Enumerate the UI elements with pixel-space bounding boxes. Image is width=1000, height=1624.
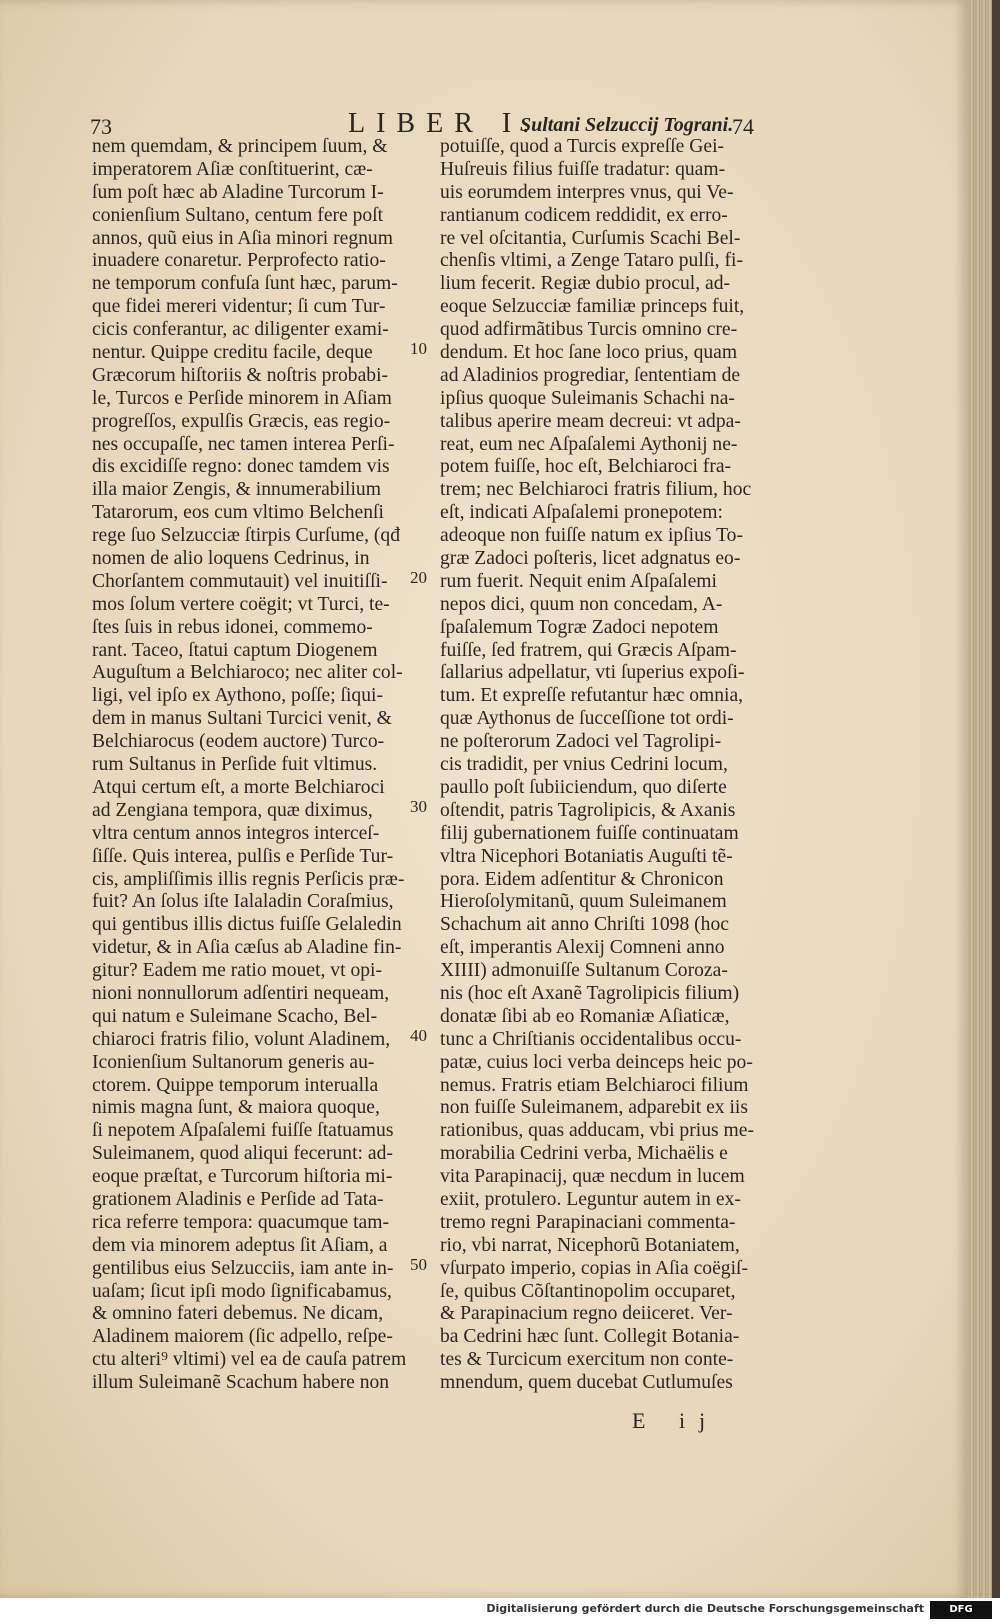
text-line: Hieroſolymitanũ, quum Suleimanem — [440, 891, 727, 913]
text-line: uis eorumdem interpres vnus, qui Ve- — [440, 181, 734, 203]
line-number: 40 — [410, 1026, 427, 1045]
text-line: uaſam; ſicut ipſi modo ſignificabamus, — [92, 1280, 392, 1302]
text-line: Chorſantem commutauit) vel inuitiſſi- — [92, 570, 388, 592]
text-line: ipſius quoque Suleimanis Schachi na- — [440, 387, 735, 409]
book-cover-edge — [992, 0, 1000, 1598]
text-line: Belchiarocus (eodem auctore) Turco- — [92, 731, 385, 753]
text-line: non fuiſſe Suleimanem, adparebit ex iis — [440, 1097, 748, 1119]
left-column — [92, 136, 417, 1395]
text-line: dendum. Et hoc ſane loco prius, quam — [440, 342, 738, 364]
text-line: grationem Aladinis e Perſide ad Tata- — [92, 1188, 384, 1210]
text-line: Atqui certum eſt, a morte Belchiaroci — [92, 776, 385, 798]
text-line: rum fuerit. Nequit enim Aſpaſalemi — [440, 570, 717, 592]
text-line: ſallarius adpellatur, vti ſuperius expoſi- — [440, 662, 745, 684]
text-line: morabilia Cedrini verba, Michaëlis e — [440, 1143, 728, 1165]
text-line: vſurpato imperio, copias in Aſia coëgiſ- — [440, 1257, 748, 1279]
text-line: progreſſos, expulſis Græcis, eas regio- — [92, 410, 391, 432]
page-number-right: 74 — [732, 114, 754, 139]
text-line: vltra Nicephori Botaniatis Auguſti tẽ- — [440, 845, 733, 867]
text-line: nem quemdam, & principem ſuum, & — [92, 136, 388, 157]
text-line: Huſreuis filius fuiſſe tradatur: quam- — [440, 158, 726, 180]
text-line: ſi nepotem Aſpaſalemi fuiſſe ſtatuamus — [92, 1120, 394, 1142]
running-head: LIBER I. — [348, 108, 541, 139]
text-line: cicis conferantur, ac diligenter exami- — [92, 319, 389, 341]
text-line: ad Zengiana tempora, quæ diximus, — [92, 799, 373, 821]
text-line: oſtendit, patris Tagrolipicis, & Axanis — [440, 799, 736, 821]
text-line: imperatorem Aſiæ conſtituerint, cæ- — [92, 158, 373, 180]
text-line: trem; nec Belchiaroci fratris filium, hoc — [440, 479, 752, 501]
text-line: dem via minorem adeptus ſit Aſiam, a — [92, 1234, 388, 1256]
text-line: nentur. Quippe creditu facile, deque — [92, 342, 373, 364]
text-line: chiaroci fratris filio, volunt Aladinem, — [92, 1028, 391, 1050]
text-line: & Parapinacium regno deiiceret. Ver- — [440, 1303, 733, 1325]
text-line: ſiſſe. Quis interea, pulſis e Perſide Tur- — [92, 845, 394, 867]
text-line: græ Zadoci poſteris, licet adgnatus eo- — [440, 548, 741, 570]
text-line: nes occupaſſe, nec tamen interea Perſi- — [92, 433, 395, 455]
text-line: eſt, indicati Aſpaſalemi pronepotem: — [440, 502, 723, 524]
text-line: ba Cedrini hæc ſunt. Collegit Botania- — [440, 1326, 740, 1348]
running-title: Sultani Selzuccij Tograni. — [520, 114, 734, 136]
line-number: 50 — [410, 1255, 427, 1274]
text-line: ctorem. Quippe temporum interualla — [92, 1074, 379, 1096]
text-line: dis excidiſſe regno: donec tamdem vis — [92, 456, 390, 478]
text-line: tes & Turcicum exercitum non conte- — [440, 1349, 734, 1371]
text-line: nis (hoc eſt Axanẽ Tagrolipicis filium) — [440, 982, 740, 1004]
dfg-logo: DFG — [930, 1601, 992, 1619]
text-line: Aladinem maiorem (ſic adpello, reſpe- — [92, 1326, 393, 1348]
text-line: Auguſtum a Belchiaroco; nec aliter col- — [92, 662, 403, 684]
text-line: & omnino fateri debemus. Ne dicam, — [92, 1303, 384, 1325]
text-line: rio, vbi narrat, Nicephorũ Botaniatem, — [440, 1234, 740, 1256]
text-line: nepos dici, quum non concedam, A- — [440, 593, 723, 615]
text-line: donatæ ſibi ab eo Romaniæ Aſiaticæ, — [440, 1005, 730, 1027]
text-line: chenſis vltimi, a Zenge Tataro pulſi, fi- — [440, 250, 743, 272]
text-line: ligi, vel ipſo ex Aythono, poſſe; ſiqui- — [92, 685, 383, 707]
text-line: eſt, imperantis Alexij Comneni anno — [440, 937, 725, 959]
text-line: lium fecerit. Regiæ dubio procul, ad- — [440, 273, 731, 295]
text-line: ne poſterorum Zadoci vel Tagrolipi- — [440, 731, 722, 753]
text-line: illum Suleimanẽ Scachum habere non — [92, 1372, 390, 1394]
text-line: eoque præſtat, e Turcorum hiſtoria mi- — [92, 1166, 393, 1188]
text-line: illa maior Zengis, & innumerabilium — [92, 479, 381, 501]
text-line: inuadere conaretur. Perprofecto ratio- — [92, 250, 386, 272]
text-line: ne temporum confuſa ſunt hæc, parum- — [92, 273, 398, 295]
text-line: XIIII) admonuiſſe Sultanum Coroza- — [440, 960, 728, 982]
text-line: adeoque non fuiſſe natum ex ipſius To- — [440, 525, 743, 547]
text-line: rum Sultanus in Perſide fuit vltimus. — [92, 754, 378, 776]
text-line: ctu alteri⁹ vltimi) vel ea de cauſa patrem — [92, 1349, 407, 1371]
text-line: le, Turcos e Perſide minorem in Aſiam — [92, 387, 392, 409]
page-number-left: 73 — [90, 114, 112, 139]
text-line: pora. Eidem adſentitur & Chronicon — [440, 868, 724, 890]
text-line: Schachum ait anno Chriſti 1098 (hoc — [440, 914, 729, 936]
text-line: nomen de alio loquens Cedrinus, in — [92, 548, 370, 570]
text-line: eoque Selzucciæ familiæ princeps fuit, — [440, 296, 745, 318]
text-line: videtur, & in Aſia cæſus ab Aladine fin- — [92, 937, 402, 959]
text-line: patæ, cuius loci verba deinceps heic po- — [440, 1051, 753, 1073]
text-line: Græcorum hiſtoriis & noſtris probabi- — [92, 364, 389, 386]
text-line: potem fuiſſe, hoc eſt, Belchiaroci fra- — [440, 456, 732, 478]
text-line: gitur? Eadem me ratio mouet, vt opi- — [92, 960, 383, 982]
text-line: cis tradidit, per vnius Cedrini locum, — [440, 754, 728, 776]
text-line: fuiſſe, ſed fratrem, qui Græcis Aſpam- — [440, 639, 737, 661]
text-line: rantianum codicem reddidit, ex erro- — [440, 204, 728, 226]
text-line: gentilibus eius Selzucciis, iam ante in- — [92, 1257, 394, 1279]
text-line: que fidei mereri videntur; ſi cum Tur- — [92, 296, 386, 318]
text-line: paullo poſt ſubiiciendum, quo diſerte — [440, 776, 727, 798]
text-line: re vel oſcitantia, Curſumis Scachi Bel- — [440, 227, 741, 249]
text-line: nemus. Fratris etiam Belchiaroci filium — [440, 1074, 749, 1096]
line-number: 10 — [410, 339, 427, 358]
text-line: Suleimanem, quod aliqui fecerunt: ad- — [92, 1143, 393, 1165]
text-line: fuit? An ſolus iſte Ialaladin Coraſmius, — [92, 891, 394, 913]
text-line: potuiſſe, quod a Turcis expreſſe Gei- — [440, 136, 725, 157]
text-line: nioni nonnullorum adſentiri nequeam, — [92, 982, 390, 1004]
text-line: vltra centum annos integros interceſ- — [92, 822, 380, 844]
text-line: conienſium Sultano, centum fere poſt — [92, 204, 384, 226]
text-line: vita Parapinacij, quæ necdum in lucem — [440, 1166, 745, 1188]
text-line: rica referre tempora: quacumque tam- — [92, 1211, 390, 1233]
text-line: Iconienſium Sultanorum generis au- — [92, 1051, 375, 1073]
signature-mark: E ij — [632, 1408, 720, 1433]
text-line: cis, ampliſſimis illis regnis Perſicis præ- — [92, 868, 405, 890]
line-number: 20 — [410, 568, 427, 587]
text-line: filij gubernationem fuiſſe continuatam — [440, 822, 739, 844]
footer-credit: Digitalisierung gefördert durch die Deutsche Forschungsgemeinschaft — [486, 1602, 924, 1615]
text-line: ſum poſt hæc ab Aladine Turcorum I- — [92, 181, 384, 203]
text-line: mos ſolum vertere coëgit; vt Turci, te- — [92, 593, 390, 615]
text-line: rege ſuo Selzucciæ ſtirpis Curſume, (qđ — [92, 525, 400, 547]
text-line: qui gentibus illis dictus fuiſſe Gelaledin — [92, 914, 402, 936]
text-line: nimis magna ſunt, & maiora quoque, — [92, 1097, 380, 1119]
text-line: rant. Taceo, ſtatui captum Diogenem — [92, 639, 378, 661]
text-line: tremo regni Parapinaciani commenta- — [440, 1211, 736, 1233]
text-line: quæ Aythonus de ſucceſſione tot ordi- — [440, 708, 734, 730]
text-line: exiit, protulero. Leguntur autem in ex- — [440, 1188, 741, 1210]
footer-bar — [0, 1598, 1000, 1624]
text-line: ſe, quibus Cõſtantinopolim occuparet, — [440, 1280, 736, 1302]
text-line: tum. Et expreſſe refutantur hæc omnia, — [440, 685, 744, 707]
text-line: annos, quũ eius in Aſia minori regnum — [92, 227, 393, 249]
text-line: Tatarorum, eos cum vltimo Belchenſi — [92, 502, 384, 524]
text-line: rationibus, quas adducam, vbi prius me- — [440, 1120, 754, 1142]
line-number: 30 — [410, 797, 427, 816]
text-line: qui natum e Suleimane Scacho, Bel- — [92, 1005, 378, 1027]
text-line: ſpaſalemum Togræ Zadoci nepotem — [440, 616, 719, 638]
text-line: dem in manus Sultani Turcici venit, & — [92, 708, 392, 730]
text-line: ad Aladinios progrediar, ſententiam de — [440, 364, 741, 386]
text-line: tunc a Chriſtianis occidentalibus occu- — [440, 1028, 742, 1050]
text-line: talibus aperire meam decreui: vt adpa- — [440, 410, 741, 432]
text-line: quod adfirmãtibus Turcis omnino cre- — [440, 319, 738, 341]
right-column — [440, 136, 765, 1395]
text-line: reat, eum nec Aſpaſalemi Aythonij ne- — [440, 433, 738, 455]
text-line: mnendum, quem ducebat Cutlumuſes — [440, 1372, 733, 1394]
text-line: ſtes ſuis in rebus idonei, commemo- — [92, 616, 373, 638]
